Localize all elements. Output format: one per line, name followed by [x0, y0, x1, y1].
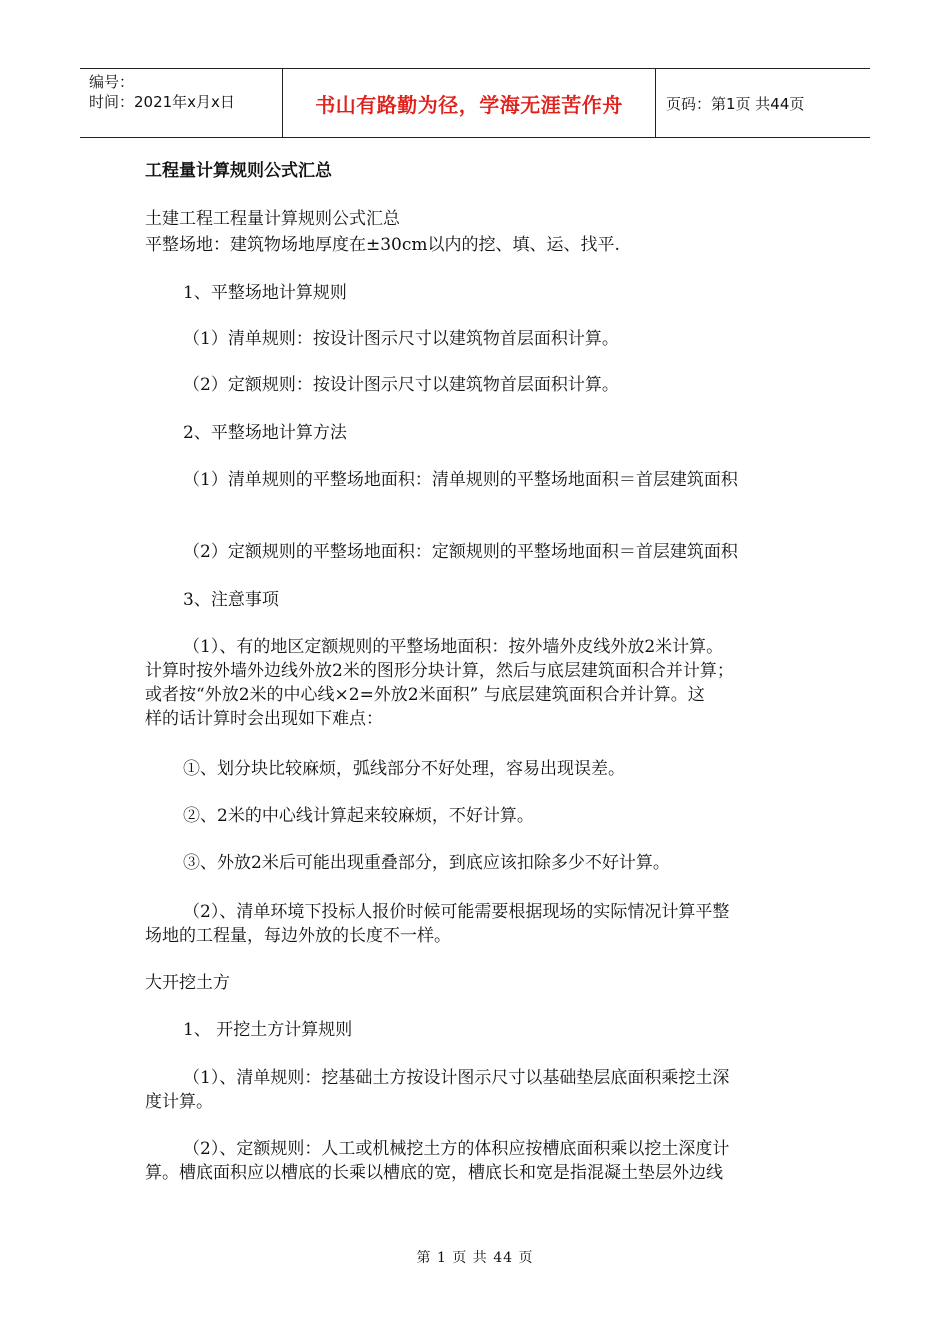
body-line: （1）清单规则的平整场地面积：清单规则的平整场地面积＝首层建筑面积 — [183, 470, 738, 490]
document-time-label: 时间：2021年x月x日 — [89, 93, 235, 111]
section-heading: 1、平整场地计算规则 — [183, 283, 347, 303]
section-heading: 3、注意事项 — [183, 590, 279, 610]
body-line: 土建工程工程量计算规则公式汇总 — [145, 209, 400, 229]
body-line: 度计算。 — [145, 1092, 213, 1112]
body-line: （2）定额规则的平整场地面积：定额规则的平整场地面积＝首层建筑面积 — [183, 542, 738, 562]
document-number-label: 编号： — [89, 73, 135, 91]
list-item: ②、2米的中心线计算起来较麻烦，不好计算。 — [183, 806, 534, 826]
list-item: ③、外放2米后可能出现重叠部分，到底应该扣除多少不好计算。 — [183, 853, 670, 873]
body-line: （2）、清单环境下投标人报价时候可能需要根据现场的实际情况计算平整 — [183, 902, 730, 922]
body-line: 或者按“外放2米的中心线×2=外放2米面积” 与底层建筑面积合并计算。这 — [145, 685, 705, 705]
body-line: （2）、定额规则：人工或机械挖土方的体积应按槽底面积乘以挖土深度计 — [183, 1139, 730, 1159]
body-line: 计算时按外墙外边线外放2米的图形分块计算，然后与底层建筑面积合并计算； — [145, 661, 734, 681]
body-line: （1）清单规则：按设计图示尺寸以建筑物首层面积计算。 — [183, 329, 619, 349]
header-meta-cell — [80, 69, 283, 137]
section-heading: 1、 开挖土方计算规则 — [183, 1020, 353, 1040]
body-line: 平整场地：建筑物场地厚度在±30cm以内的挖、填、运、找平. — [145, 235, 620, 255]
section-heading: 大开挖土方 — [145, 973, 230, 993]
header-motto: 书山有路勤为径，学海无涯苦作舟 — [315, 92, 623, 117]
body-line: （1）、有的地区定额规则的平整场地面积：按外墙外皮线外放2米计算。 — [183, 637, 724, 657]
page-header — [80, 68, 870, 138]
header-page-cell — [656, 69, 870, 137]
body-line: （1）、清单规则：挖基础土方按设计图示尺寸以基础垫层底面积乘挖土深 — [183, 1068, 730, 1088]
header-motto-cell — [283, 69, 656, 137]
page-footer: 第 1 页 共 44 页 — [416, 1250, 534, 1266]
document-title: 工程量计算规则公式汇总 — [145, 161, 332, 181]
body-line: 场地的工程量，每边外放的长度不一样。 — [145, 926, 451, 946]
section-heading: 2、平整场地计算方法 — [183, 423, 347, 443]
body-line: 算。槽底面积应以槽底的长乘以槽底的宽，槽底长和宽是指混凝土垫层外边线 — [145, 1163, 723, 1183]
header-page-info: 页码：第1页 共44页 — [666, 94, 805, 113]
body-line: 样的话计算时会出现如下难点： — [145, 709, 383, 729]
body-line: （2）定额规则：按设计图示尺寸以建筑物首层面积计算。 — [183, 375, 619, 395]
list-item: ①、划分块比较麻烦，弧线部分不好处理，容易出现误差。 — [183, 759, 625, 779]
